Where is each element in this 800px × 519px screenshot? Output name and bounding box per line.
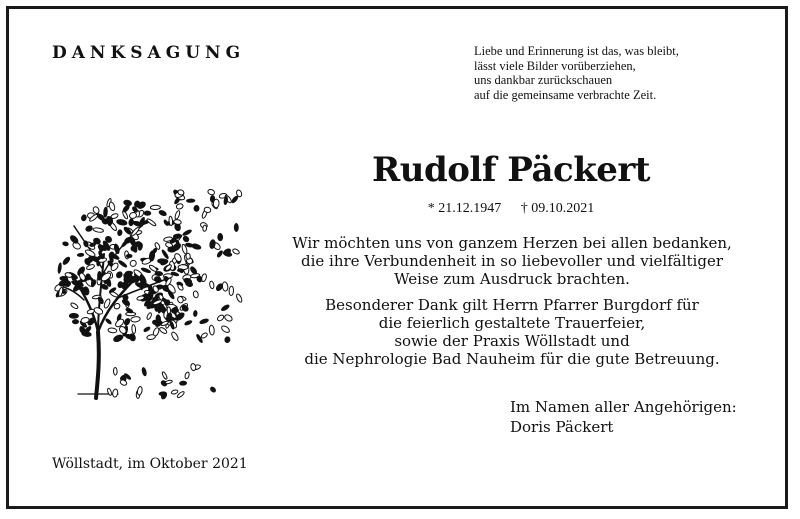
signoff-name: Doris Päckert [510, 418, 614, 436]
leaf [112, 333, 124, 343]
leaf [149, 250, 156, 261]
tree-illustration [48, 182, 248, 404]
special-thanks-paragraph [262, 296, 762, 368]
leaf [77, 253, 84, 257]
leaf [112, 389, 118, 398]
leaf [184, 372, 190, 380]
special-thanks-line: die Nephrologie Bad Nauheim für die gute Betreuung. [304, 350, 720, 368]
leaf [199, 318, 209, 325]
leaf [179, 381, 187, 386]
death-date: † 09.10.2021 [520, 201, 595, 216]
leaf [150, 205, 160, 210]
leaf [165, 380, 173, 385]
leaf [72, 319, 79, 324]
leaf [146, 334, 155, 340]
leaf [141, 367, 147, 377]
thanks-line: die ihre Verbundenheit in so liebevoller und vielfältiger [300, 252, 723, 270]
leaf [209, 281, 214, 289]
leaf [186, 253, 191, 259]
leaf [158, 209, 167, 217]
leaf [229, 286, 234, 295]
leaf [216, 250, 224, 258]
leaf [235, 293, 242, 303]
signoff-intro: Im Namen aller Angehörigen: [510, 398, 737, 416]
leaf [113, 367, 117, 375]
leaf [116, 218, 128, 226]
poem-line: auf die gemeinsame verbrachte Zeit. [474, 87, 657, 102]
thanks-line: Weise zum Ausdruck brachten. [394, 270, 630, 288]
leaf [157, 258, 168, 264]
leaf [129, 212, 137, 220]
leaf [217, 233, 222, 241]
leaf [115, 270, 124, 279]
poem-line: Liebe und Erinnerung ist das, was bleibt, [474, 44, 679, 58]
leaf [171, 389, 178, 394]
leaf [169, 216, 173, 226]
leaf [137, 386, 143, 395]
leaf [70, 302, 79, 310]
leaf [184, 319, 193, 326]
leaf [186, 199, 195, 203]
leaf [224, 336, 231, 343]
leaf [144, 211, 151, 216]
leaf [81, 214, 88, 222]
leaf [93, 227, 104, 233]
leaf [207, 189, 215, 196]
leaf [107, 388, 112, 396]
leaf [209, 325, 215, 335]
leaf [234, 223, 239, 231]
leaf [103, 207, 108, 218]
leaf [69, 313, 79, 318]
thanks-paragraph [262, 234, 762, 288]
special-thanks-line: Besonderer Dank gilt Herrn Pfarrer Burgdorf für [325, 296, 699, 314]
leaf [220, 325, 230, 334]
leaf [159, 391, 167, 396]
leaf [117, 229, 123, 236]
leaf [155, 271, 163, 276]
leaf [123, 199, 132, 207]
leaf [203, 225, 207, 232]
leaf [216, 314, 224, 322]
leaf [177, 269, 183, 273]
leaf [146, 312, 152, 320]
special-thanks-line: sowie der Praxis Wöllstadt und [394, 332, 630, 350]
leaf [209, 386, 216, 394]
leaf [129, 259, 137, 267]
poem-line: lässt viele Bilder vorüberziehen, [474, 58, 636, 73]
leaf [170, 331, 179, 341]
leaf [126, 254, 132, 258]
leaf [132, 324, 136, 333]
birth-date: * 21.12.1947 [427, 201, 502, 216]
leaf [123, 317, 131, 326]
leaf [224, 314, 234, 323]
leaf [117, 259, 127, 268]
poem-verse [474, 44, 679, 102]
signoff [510, 397, 737, 437]
leaf [143, 326, 151, 333]
leaf [85, 225, 94, 233]
leaf [191, 243, 202, 251]
notice-heading: DANKSAGUNG [52, 43, 246, 63]
leaf [174, 210, 180, 220]
leaf [62, 241, 69, 246]
tree-leaves [54, 189, 243, 401]
leaf [194, 205, 200, 211]
leaf [57, 263, 62, 274]
place-and-date: Wöllstadt, im Oktober 2021 [52, 456, 248, 472]
leaf [210, 195, 215, 202]
leaf [193, 310, 197, 317]
leaf [182, 235, 190, 243]
leaf [190, 363, 196, 371]
leaf [113, 243, 120, 254]
leaf [173, 234, 182, 239]
thanks-line: Wir möchten uns von ganzem Herzen bei allen bedanken, [292, 234, 732, 252]
deceased-name: Rudolf Päckert [372, 150, 650, 190]
leaf [220, 304, 230, 312]
leaf [130, 316, 140, 322]
leaf [62, 256, 72, 266]
life-dates [300, 201, 722, 217]
leaf [167, 307, 171, 314]
leaf [108, 328, 117, 334]
leaf [232, 248, 240, 255]
leaf [108, 201, 115, 211]
leaf [200, 332, 208, 339]
leaf [84, 249, 95, 258]
poem-line: uns dankbar zurückschauen [474, 73, 613, 87]
leaf [182, 229, 193, 237]
special-thanks-line: die feierlich gestaltete Trauerfeier, [378, 314, 646, 332]
leaf [193, 291, 199, 299]
leaf [161, 371, 167, 379]
leaf [105, 318, 112, 325]
leaf [176, 203, 184, 210]
